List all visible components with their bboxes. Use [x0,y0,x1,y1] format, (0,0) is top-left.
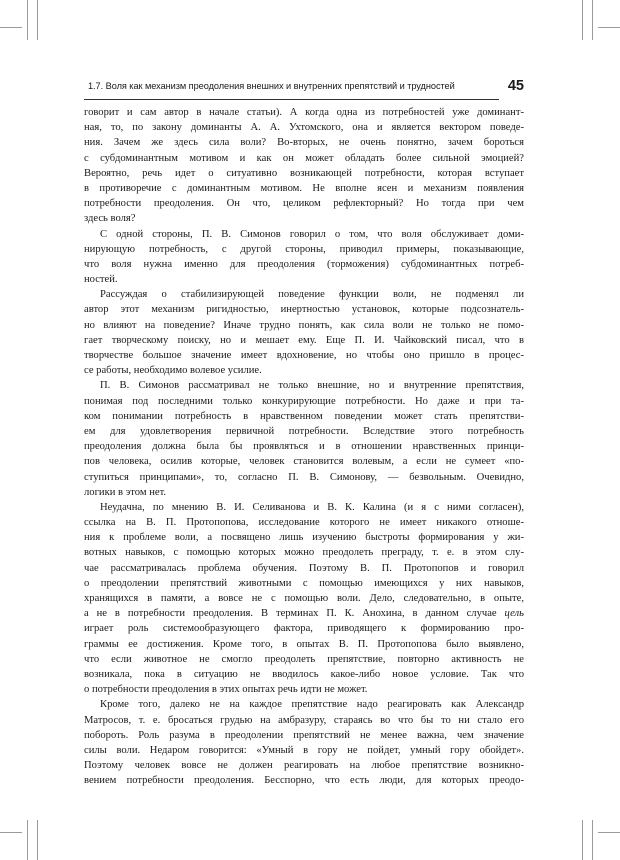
text-line: гает творческому поиску, но и мешает ему. Еще П. И. Чайковский писал, что в [84,334,524,346]
text-line: потребности преодоления. Он что, целиком рефлекторный? Но тогда при чем [84,198,524,210]
text-line: се работы, необходимо волевое усилие. [84,365,262,377]
text-line: здесь воля? [84,213,136,225]
page-number: 45 [507,78,524,94]
crop-mark [592,0,593,40]
text-line: говорит и сам автор в начале статьи). А когда одна из потребностей уже доминант- [84,107,524,118]
crop-mark [27,820,28,860]
running-title: 1.7. Воля как механизм преодоления внешних и внутренних препятствий и трудностей [88,81,455,91]
text-line [84,606,524,621]
text-line: понимая под последними только конкурирующие потребности. Но даже и при та- [84,395,524,407]
text-line: Матросов, т. е. бросаться грудью на амбразуру, стараясь во что бы то ни стало его [84,714,524,726]
crop-mark [37,820,38,860]
crop-mark [598,27,620,28]
text-line: побороть. Роль разума в преодолении препятствий не менее важна, чем значение [84,729,524,741]
text-line: Вероятно, речь идет о ситуативно возникающей потребности, которая вступает [84,167,524,179]
text-line: ния. Зачем же здесь сила воли? Во-вторых, не очень понятно, зачем бороться [84,137,524,149]
crop-mark [0,832,22,833]
text-line: ния к проблеме воли, а посвящено лишь изучению быстроты формирования у жи- [84,532,524,544]
text-line: логики в этом нет. [84,486,167,498]
crop-mark [598,832,620,833]
emphasis-word: цель [504,608,524,620]
text-line: ностей. [84,274,118,286]
text-line: но влияют на поведение? Иначе трудно понять, как сила воли не только не помо- [84,319,524,331]
text-line: вотных навыков, с помощью которых можно преодолеть преграду, т. е. в этом слу- [84,547,524,559]
text-line: С одной стороны, П. В. Симонов говорил о том, что воля обслуживает доми- [100,228,524,240]
text-line: о преодолении препятствий животными с помощью имеющихся у них навыков, [84,577,524,589]
text-line: творчестве большое значение имеет вдохновение, но чтобы оно пришло в процес- [84,350,524,361]
text-line: граммы ее достижения. Кроме того, в опытах В. П. Протопопова было выявлено, [84,638,524,650]
text-line: ступиться принципами», то, согласно П. В. Симонову, — безвольным. Очевидно, [84,471,524,483]
crop-mark [27,0,28,40]
crop-mark [582,0,583,40]
header-rule [84,99,499,100]
body-text [84,105,524,788]
text-line: что воля нужна именно для преодоления (торможения) субдоминантных потреб- [84,258,524,270]
text-line: ссылка на В. П. Протопопова, исследование которого не имеет никакого отноше- [84,517,524,529]
text-line: что если животное не смогло преодолеть препятствие, повторно активность не [84,653,524,665]
crop-mark [37,0,38,40]
running-head [84,78,524,98]
text-line: автор этот механизм ригидностью, инертностью установок, которые подсознатель- [84,304,524,316]
text-line: пов человека, осилив которые, человек становится волевым, а если не сумеет «по- [84,456,524,468]
text-line: о потребности преодоления в этих опытах речь идти не может. [84,684,368,696]
text-line: П. В. Симонов рассматривал не только внешние, но и внутренние препятствия, [100,380,524,392]
text-line: с субдоминантным мотивом и как он может обладать более сильной эмоцией? [84,152,524,164]
text-line: чае рассматривалась проблема обучения. Поэтому В. П. Протопопов и говорил [84,562,524,574]
text-line: играет роль системообразующего фактора, приводящего к формированию про- [84,623,524,635]
text-line: Неудачна, по мнению В. И. Селиванова и В. К. Калина (и я с ними согласен), [100,501,524,513]
text-line: Рассуждая о стабилизирующей поведение функции воли, не подменял ли [100,289,524,301]
text-line: в противоречие с доминантным мотивом. Не вполне ясен и механизм появления [84,182,524,194]
text-line: ная, то, по закону доминанты А. А. Ухтомского, она и является вектором поведе- [84,122,524,134]
text-line-main: а не в потребности преодоления. В терминах П. К. Анохина, в данном случае [84,608,505,620]
text-line: вением потребности преодоления. Бесспорно, что есть люди, для которых преодо- [84,775,524,787]
crop-mark [0,27,22,28]
crop-mark [582,820,583,860]
text-line: преодоления должна была бы проявляться и в отношении нравственных принци- [84,441,524,453]
text-line: Поэтому человек вовсе не должен реагировать на любое препятствие возникно- [84,760,524,772]
text-line: ем для удовлетворения первичной потребности. Вследствие этого потребность [84,425,524,437]
text-line: силы воли. Недаром говорится: «Умный в гору не пойдет, умный гору обойдет». [84,744,524,756]
text-line: хранящихся в памяти, а вовсе не с помощью воли. Дело, следовательно, в опыте, [84,593,524,604]
crop-mark [592,820,593,860]
text-line: ком понимании потребность в нравственном поведении может стать препятстви- [84,410,524,422]
text-line: нирующую потребность, с другой стороны, приводил примеры, показывающие, [84,243,524,255]
text-line: Кроме того, далеко не на каждое препятствие надо реагировать как Александр [100,699,524,711]
text-line: возникала, пока в ситуацию не вводилось какое-либо новое условие. Так что [84,668,524,680]
